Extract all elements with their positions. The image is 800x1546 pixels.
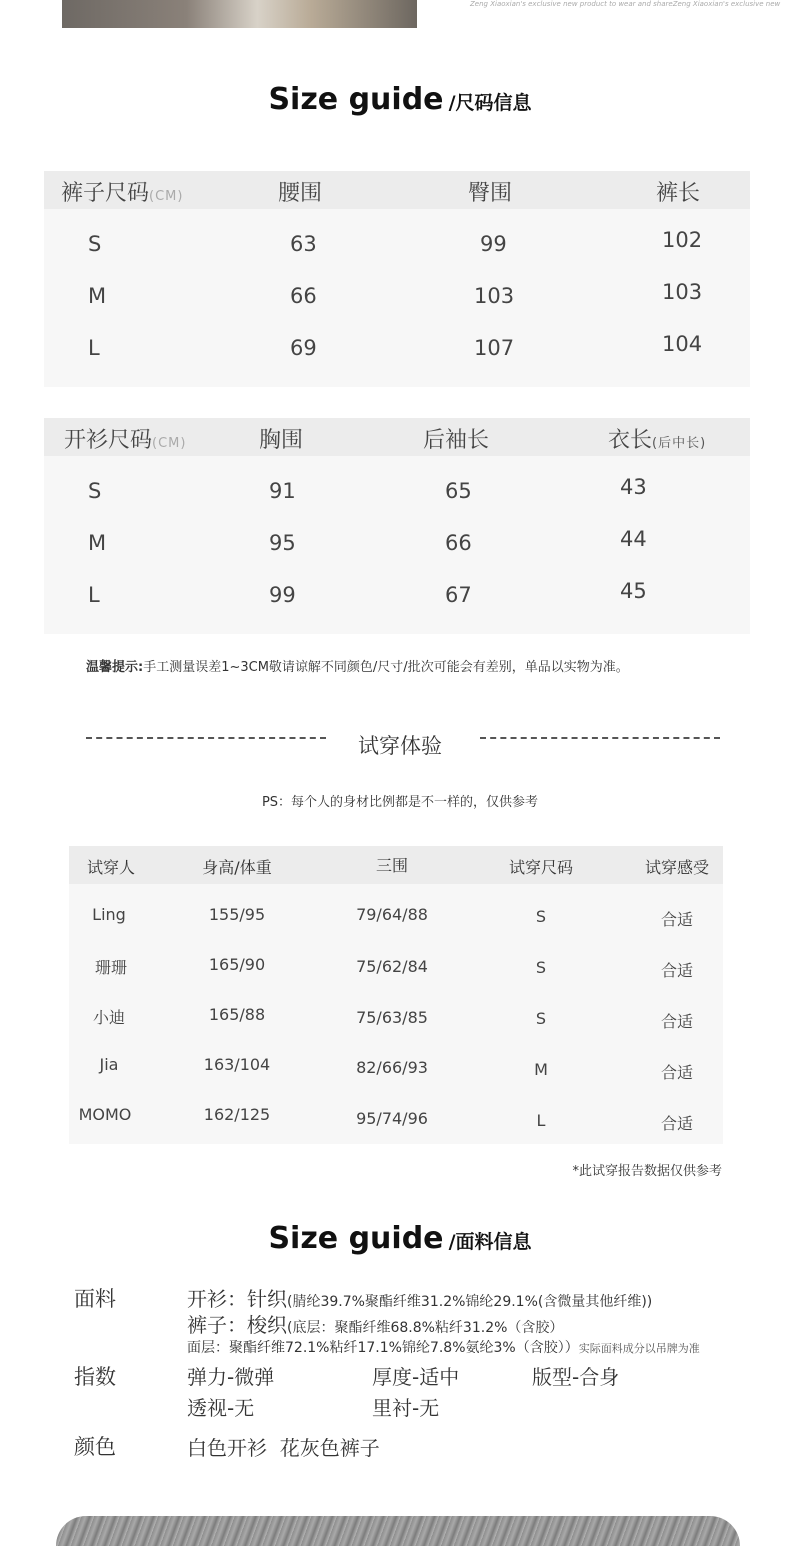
table-cell: 82/66/93: [356, 1058, 428, 1077]
table-cell: 75/62/84: [356, 957, 428, 976]
size-guide-subtitle: /尺码信息: [448, 92, 532, 114]
size-guide-heading: [0, 82, 800, 117]
table-cell: 103: [662, 280, 703, 304]
color-value: 白色开衫 花灰色裤子: [187, 1436, 380, 1460]
try-on-table: [69, 846, 723, 1144]
table-cell: 162/125: [203, 1105, 271, 1124]
table-cell: 合适: [660, 1063, 694, 1082]
table-cell: M: [88, 284, 107, 308]
table-cell: 44: [620, 527, 647, 551]
pants-header-waist: 腰围: [278, 181, 323, 206]
table-cell: 63: [290, 232, 317, 256]
table-cell: 103: [474, 284, 515, 308]
table-cell: 65: [445, 479, 472, 503]
table-cell: L: [536, 1111, 546, 1130]
fabric-cardigan: 开衫：针织(腈纶39.7%聚酯纤维31.2%锦纶29.1%(含微量其他纤维)): [187, 1287, 653, 1311]
fabric-guide-title: Size guide: [268, 1221, 444, 1256]
table-cell: M: [88, 531, 107, 555]
table-cell: 95: [269, 531, 296, 555]
table-cell: 104: [662, 332, 703, 356]
table-cell: 合适: [660, 1012, 694, 1031]
cardigan-size-table: [44, 418, 750, 634]
try-on-title: 试穿体验: [358, 734, 442, 758]
table-cell: 66: [290, 284, 317, 308]
table-cell: 75/63/85: [356, 1008, 428, 1027]
table-cell: L: [88, 336, 100, 360]
table-cell: 165/90: [208, 955, 266, 974]
table-cell: 合适: [660, 961, 694, 980]
table-cell: S: [535, 907, 547, 926]
try-on-note: *此试穿报告数据仅供参考: [572, 1164, 722, 1179]
try-header-size: 试穿尺码: [508, 858, 574, 877]
table-cell: 165/88: [208, 1005, 266, 1024]
try-header-measurements: 三围: [375, 856, 409, 875]
top-photo-caption: Zeng Xiaoxian's exclusive new product to wear and shareZeng Xiaoxian's exclusive new: [470, 0, 781, 8]
bottom-product-photo: [56, 1516, 740, 1546]
table-cell: 67: [445, 583, 472, 607]
try-on-ps: PS：每个人的身材比例都是不一样的，仅供参考: [261, 795, 539, 810]
fabric-label: 面料: [74, 1287, 116, 1311]
try-header-feeling: 试穿感受: [644, 858, 710, 877]
table-cell: 102: [662, 228, 703, 252]
fabric-guide-subtitle: /面料信息: [448, 1231, 532, 1253]
try-header-height-weight: 身高/体重: [202, 858, 272, 877]
table-cell: S: [535, 958, 547, 977]
pants-header-length: 裤长: [656, 181, 701, 206]
table-cell: MOMO: [78, 1105, 132, 1124]
size-guide-title: Size guide: [268, 82, 444, 117]
index-label: 指数: [74, 1365, 116, 1389]
table-cell: M: [534, 1060, 548, 1079]
cardigan-header-size: 开衫尺码(CM): [64, 428, 187, 453]
table-cell: S: [535, 1009, 547, 1028]
table-cell: 79/64/88: [356, 905, 428, 924]
cardigan-header-sleeve: 后袖长: [423, 428, 490, 453]
table-cell: 155/95: [208, 905, 266, 924]
fabric-guide-heading: [0, 1221, 800, 1256]
try-header-person: 试穿人: [86, 858, 136, 877]
measurement-tip: [86, 656, 629, 675]
divider-right: [480, 737, 720, 739]
fabric-pants-outer: 面层：聚酯纤维72.1%粘纤17.1%锦纶7.8%氨纶3%（含胶））实际面料成分以吊牌为准: [187, 1340, 700, 1356]
pants-header-hip: 臀围: [468, 181, 513, 206]
tip-text: 手工测量误差1~3CM敬请谅解不同颜色/尺寸/批次可能会有差别，单品以实物为准。: [143, 660, 629, 675]
table-cell: 95/74/96: [356, 1109, 428, 1128]
table-cell: 163/104: [203, 1055, 271, 1074]
thickness-value: 厚度-适中: [372, 1365, 460, 1389]
table-cell: 43: [620, 475, 647, 499]
elasticity-value: 弹力-微弹: [187, 1365, 275, 1389]
table-cell: 珊珊: [94, 958, 128, 977]
top-product-photo: [62, 0, 417, 28]
table-cell: L: [88, 583, 100, 607]
cardigan-header-chest: 胸围: [259, 428, 304, 453]
table-cell: 小迪: [92, 1008, 126, 1027]
table-cell: 合适: [660, 910, 694, 929]
sheer-value: 透视-无: [187, 1396, 255, 1420]
table-cell: 91: [269, 479, 296, 503]
table-cell: 99: [269, 583, 296, 607]
cardigan-header-length: 衣长(后中长): [608, 428, 707, 453]
table-cell: S: [88, 232, 102, 256]
table-cell: 69: [290, 336, 317, 360]
fabric-pants: 裤子：梭织(底层：聚酯纤维68.8%粘纤31.2%（含胶）: [187, 1313, 564, 1337]
table-cell: Jia: [99, 1055, 119, 1074]
table-cell: 45: [620, 579, 647, 603]
table-cell: Ling: [92, 905, 126, 924]
table-cell: 合适: [660, 1114, 694, 1133]
fit-value: 版型-合身: [532, 1365, 620, 1389]
pants-size-table: [44, 171, 750, 387]
pants-header-size: 裤子尺码(CM): [61, 181, 184, 206]
color-label: 颜色: [74, 1435, 116, 1459]
table-cell: S: [88, 479, 102, 503]
table-cell: 107: [474, 336, 515, 360]
tip-label: 温馨提示:: [86, 660, 144, 675]
table-cell: 99: [480, 232, 507, 256]
table-cell: 66: [445, 531, 472, 555]
lining-value: 里衬-无: [372, 1396, 440, 1420]
